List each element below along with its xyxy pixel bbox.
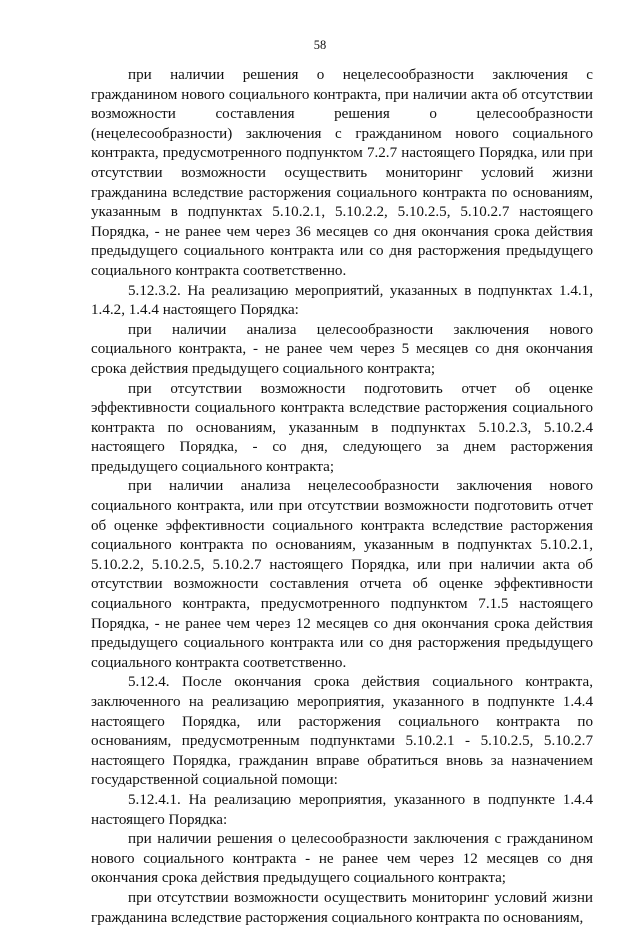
paragraph: 5.12.4. После окончания срока действия социального контракта, заключенного на реализацию мероприятия, указанного в подпункте 1.4.4 настоящего Порядка, или расторжения социального контракта по основаниям, предусмотренным подпунктами 5.10.2.1 - 5.10.2.5, 5.10.2.7 настоящего Порядка, гражданин вправе обратиться вновь за назначением государственной социальной помощи: [91,674,593,789]
document-body [91,66,593,928]
page-number: 58 [313,38,327,52]
paragraph: при отсутствии возможности подготовить отчет об оценке эффективности социального контракта вследствие расторжения социального контракта по основаниям, указанным в подпунктах 5.10.2.3, 5.10.2.4 настоящего Порядка, - со дня, следующего за днем расторжения предыдущего социального контракта; [91,380,593,475]
paragraph: при наличии решения о целесообразности заключения с гражданином нового социального контракта - не ранее чем через 12 месяцев со дня окончания срока действия предыдущего социального контракта; [91,831,593,887]
paragraph: при наличии анализа нецелесообразности заключения нового социального контракта, или при отсутствии возможности подготовить отчет об оценке эффективности социального контракта вследствие расторжения социального контракта по основаниям, указанным в подпунктах 5.10.2.1, 5.10.2.2, 5.10.2.5, 5.10.2.7 настоящего Порядка, или при наличии акта об отсутствии возможности составления отчета об оценке эффективности социального контракта, предусмотренного подпунктом 7.1.5 настоящего Порядка, - не ранее чем через 12 месяцев со дня окончания срока действия предыдущего социального контракта или со дня расторжения предыдущего социального контракта соответственно. [91,478,593,671]
paragraph: 5.12.3.2. На реализацию мероприятий, указанных в подпунктах 1.4.1, 1.4.2, 1.4.4 настоящего Порядка: [91,282,593,319]
paragraph: при наличии решения о нецелесообразности заключения с гражданином нового социального контракта, при наличии акта об отсутствии возможности составления решения о целесообразности (нецелесообразности) заключения с гражданином нового социального контракта, предусмотренного подпунктом 7.2.7 настоящего Порядка, или при отсутствии возможности осуществить мониторинг условий жизни гражданина вследствие расторжения социального контракта по основаниям, указанным в подпунктах 5.10.2.1, 5.10.2.2, 5.10.2.5, 5.10.2.7 настоящего Порядка, - не ранее чем через 36 месяцев со дня окончания срока действия предыдущего социального контракта или со дня расторжения предыдущего социального контракта соответственно. [91,67,593,279]
paragraph: 5.12.4.1. На реализацию мероприятия, указанного в подпункте 1.4.4 настоящего Порядка: [91,791,593,828]
paragraph: при наличии анализа целесообразности заключения нового социального контракта, - не ранее чем через 5 месяцев со дня окончания срока действия предыдущего социального контракта; [91,321,593,377]
paragraph: при отсутствии возможности осуществить мониторинг условий жизни гражданина вследствие расторжения социального контракта по основаниям, [91,889,593,926]
